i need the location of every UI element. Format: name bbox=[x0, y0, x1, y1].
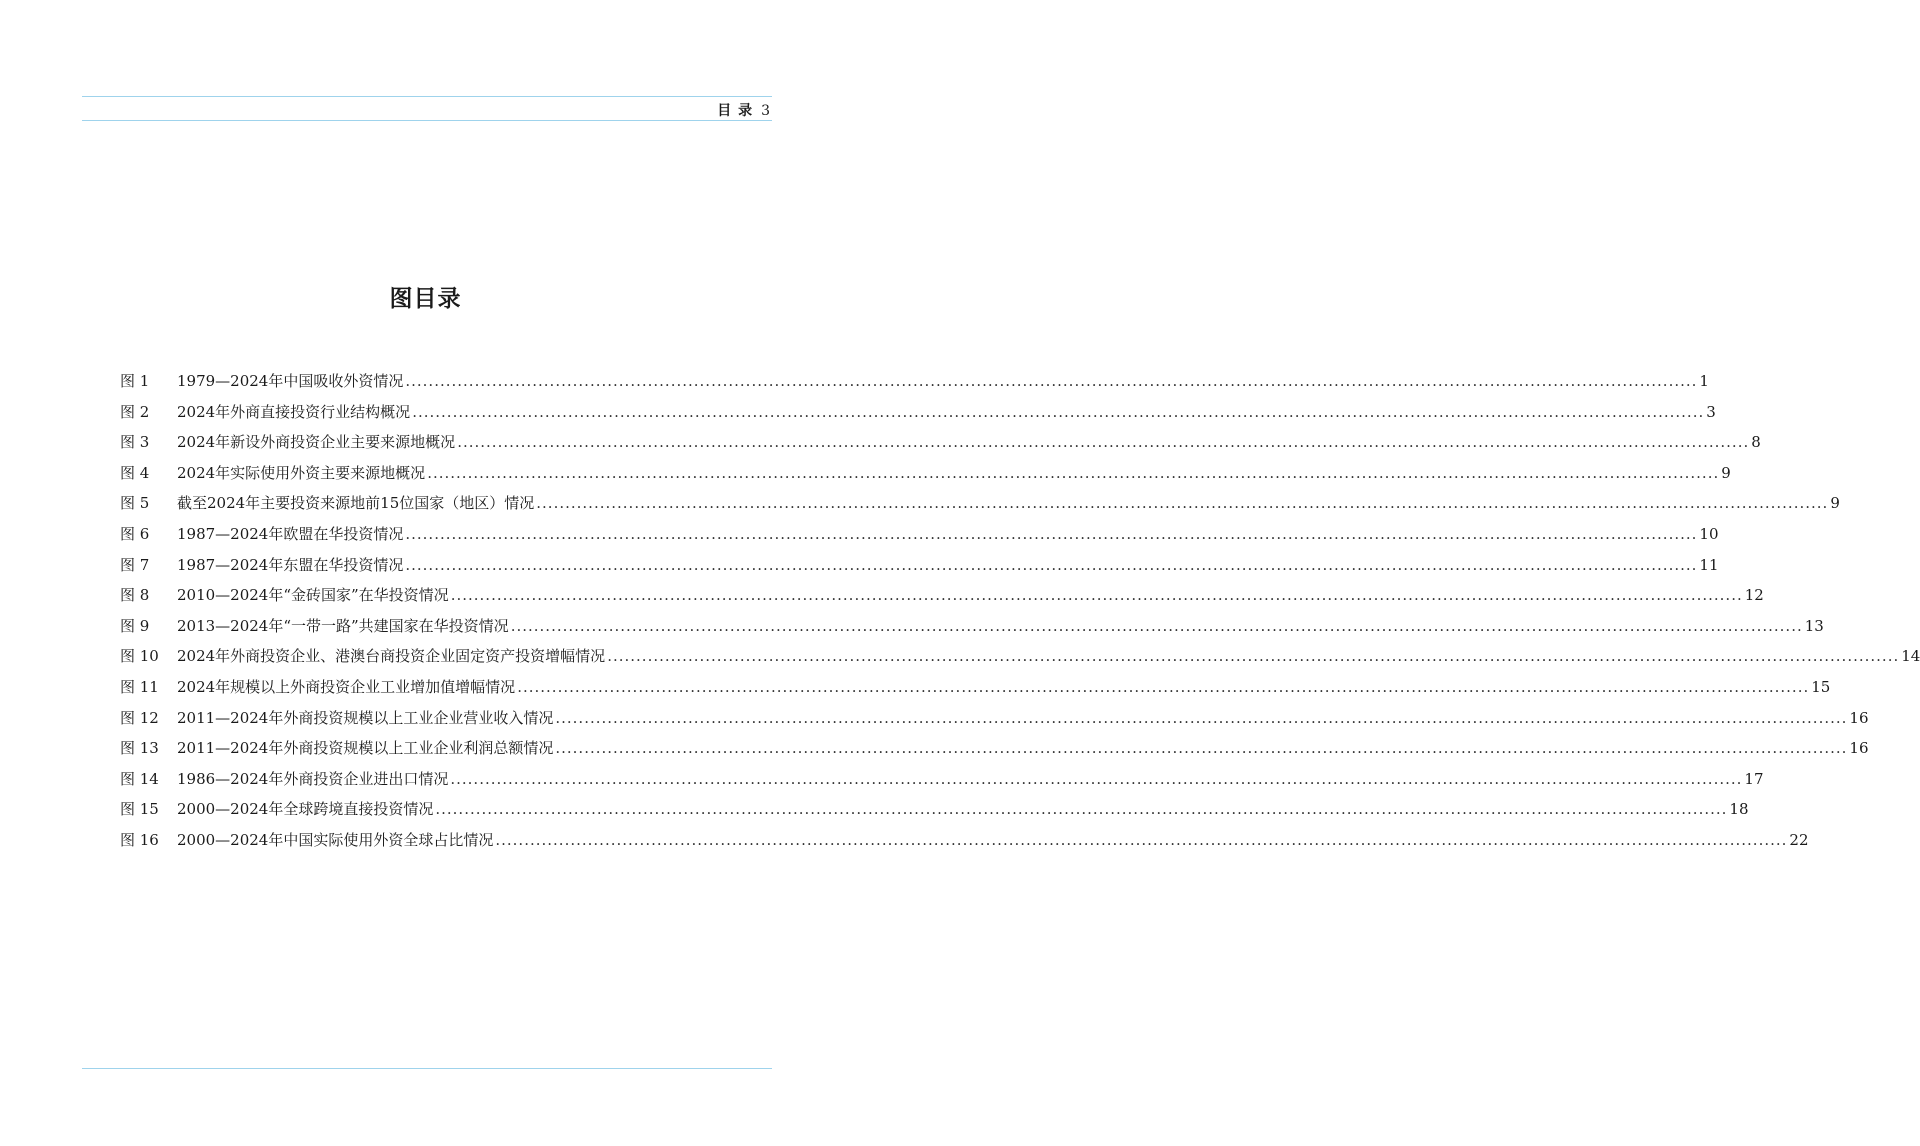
toc-entry[interactable] bbox=[120, 768, 1764, 799]
toc-entry[interactable] bbox=[120, 829, 1809, 860]
figure-number: 图 8 bbox=[120, 586, 150, 605]
figure-number: 图 6 bbox=[120, 524, 150, 543]
header-rule-top bbox=[82, 96, 772, 97]
figure-page: 14 bbox=[1901, 647, 1920, 666]
dot-leader bbox=[555, 739, 1847, 757]
figure-page: 8 bbox=[1751, 433, 1761, 452]
figure-title: 2013—2024年“一带一路”共建国家在华投资情况 bbox=[177, 616, 509, 635]
figure-title: 2011—2024年外商投资规模以上工业企业利润总额情况 bbox=[177, 739, 554, 758]
footer-rule bbox=[82, 1068, 772, 1069]
toc-entry[interactable] bbox=[120, 492, 1840, 523]
figure-page: 16 bbox=[1849, 739, 1869, 758]
page-number: 3 bbox=[761, 103, 771, 119]
toc-entry[interactable] bbox=[120, 401, 1716, 432]
figure-title: 1987—2024年欧盟在华投资情况 bbox=[177, 524, 404, 543]
dot-leader bbox=[405, 556, 1697, 574]
figure-page: 11 bbox=[1699, 555, 1719, 574]
dot-leader bbox=[450, 770, 1742, 788]
figure-number: 图 1 bbox=[120, 372, 150, 390]
figure-number: 图 13 bbox=[120, 739, 159, 758]
figure-number: 图 10 bbox=[120, 647, 159, 666]
figure-title: 2024年外商直接投资行业结构概况 bbox=[177, 402, 411, 421]
figure-page: 16 bbox=[1849, 708, 1869, 727]
dot-leader bbox=[405, 525, 1697, 543]
figure-title: 1986—2024年外商投资企业进出口情况 bbox=[177, 769, 449, 788]
figure-page: 18 bbox=[1729, 800, 1749, 819]
figure-page: 9 bbox=[1830, 494, 1840, 513]
figure-title: 1979—2024年中国吸收外资情况 bbox=[177, 372, 404, 390]
dot-leader bbox=[536, 494, 1828, 512]
figure-number: 图 3 bbox=[120, 433, 150, 452]
figure-page: 22 bbox=[1789, 830, 1809, 849]
toc-entry[interactable] bbox=[120, 645, 1920, 676]
figure-number: 图 2 bbox=[120, 402, 150, 421]
dot-leader bbox=[451, 586, 1743, 604]
figure-title: 2000—2024年中国实际使用外资全球占比情况 bbox=[177, 830, 494, 849]
toc-entry[interactable] bbox=[120, 798, 1749, 829]
figure-number: 图 14 bbox=[120, 769, 159, 788]
figure-page: 12 bbox=[1744, 586, 1764, 605]
figure-title: 2024年规模以上外商投资企业工业增加值增幅情况 bbox=[177, 677, 516, 696]
toc-entry[interactable] bbox=[120, 707, 1869, 738]
dot-leader bbox=[435, 800, 1727, 818]
running-head-title: 目 录 bbox=[717, 103, 754, 119]
header-rule-bottom bbox=[82, 120, 772, 121]
figure-number: 图 7 bbox=[120, 555, 150, 574]
figure-number: 图 15 bbox=[120, 800, 159, 819]
running-head bbox=[717, 100, 771, 120]
toc-entry[interactable] bbox=[120, 554, 1719, 585]
figure-number: 图 11 bbox=[120, 677, 159, 696]
figure-number: 图 12 bbox=[120, 708, 159, 727]
dot-leader bbox=[412, 403, 1704, 421]
dot-leader bbox=[457, 433, 1749, 451]
figure-title: 1987—2024年东盟在华投资情况 bbox=[177, 555, 404, 574]
figure-title: 2024年新设外商投资企业主要来源地概况 bbox=[177, 433, 456, 452]
toc-entry[interactable] bbox=[120, 615, 1824, 646]
figure-list bbox=[120, 370, 1920, 860]
toc-entry[interactable] bbox=[120, 370, 1709, 401]
figure-page: 15 bbox=[1811, 677, 1831, 696]
dot-leader bbox=[607, 647, 1899, 665]
dot-leader bbox=[517, 678, 1809, 696]
figure-number: 图 5 bbox=[120, 494, 150, 513]
dot-leader bbox=[405, 372, 1697, 390]
figure-title: 2024年外商投资企业、港澳台商投资企业固定资产投资增幅情况 bbox=[177, 647, 606, 666]
toc-entry[interactable] bbox=[120, 584, 1764, 615]
dot-leader bbox=[427, 464, 1719, 482]
toc-entry[interactable] bbox=[120, 676, 1831, 707]
figure-number: 图 4 bbox=[120, 463, 150, 482]
figure-page: 3 bbox=[1706, 402, 1716, 421]
toc-entry[interactable] bbox=[120, 523, 1719, 554]
figure-title: 截至2024年主要投资来源地前15位国家（地区）情况 bbox=[177, 494, 535, 513]
figure-number: 图 9 bbox=[120, 616, 150, 635]
figure-page: 1 bbox=[1699, 372, 1709, 390]
toc-entry[interactable] bbox=[120, 462, 1731, 493]
figure-page: 10 bbox=[1699, 524, 1719, 543]
figure-title: 2024年实际使用外资主要来源地概况 bbox=[177, 463, 426, 482]
figure-title: 2011—2024年外商投资规模以上工业企业营业收入情况 bbox=[177, 708, 554, 727]
figure-title: 2000—2024年全球跨境直接投资情况 bbox=[177, 800, 434, 819]
dot-leader bbox=[495, 831, 1787, 849]
dot-leader bbox=[555, 709, 1847, 727]
page-title: 图目录 bbox=[389, 286, 462, 312]
figure-page: 9 bbox=[1721, 463, 1731, 482]
figure-page: 13 bbox=[1804, 616, 1824, 635]
figure-title: 2010—2024年“金砖国家”在华投资情况 bbox=[177, 586, 449, 605]
dot-leader bbox=[511, 617, 1803, 635]
figure-number: 图 16 bbox=[120, 830, 159, 849]
toc-entry[interactable] bbox=[120, 431, 1761, 462]
figure-page: 17 bbox=[1744, 769, 1764, 788]
toc-entry[interactable] bbox=[120, 737, 1869, 768]
